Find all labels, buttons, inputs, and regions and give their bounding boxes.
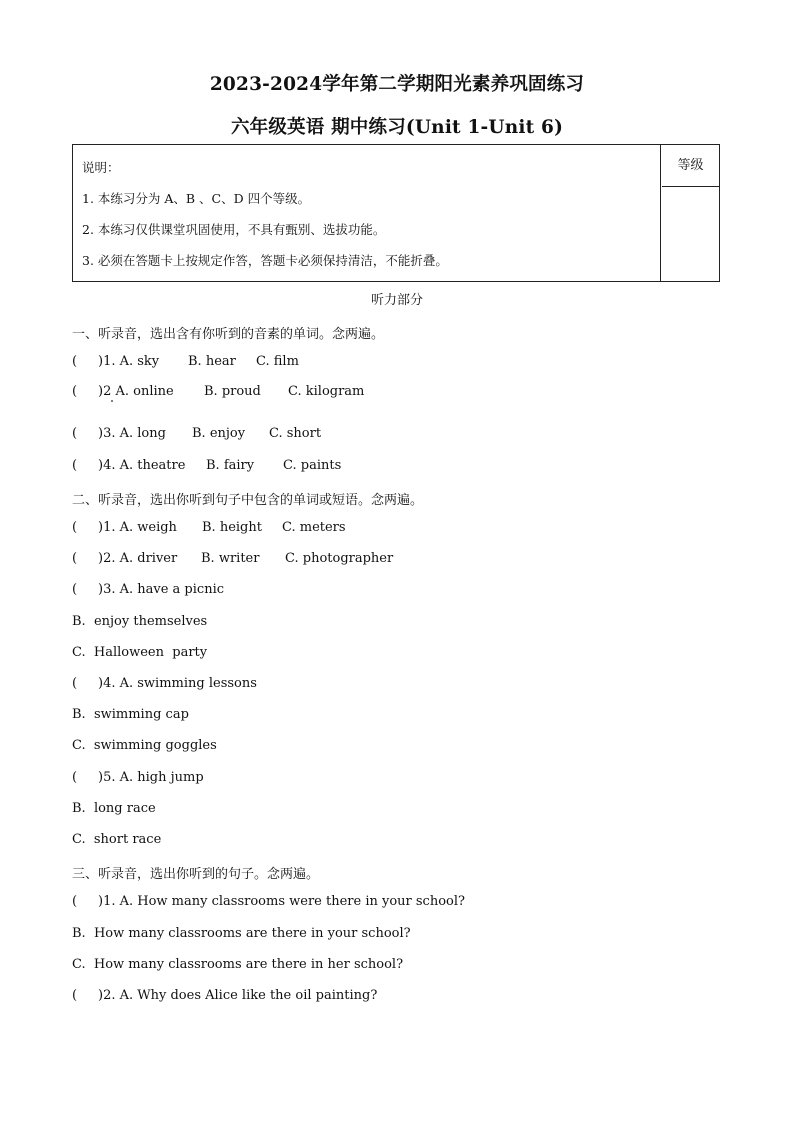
- question-text: )3. A. have a picnic: [98, 582, 225, 597]
- option-b: B. proud: [204, 384, 261, 399]
- instructions-panel: [73, 145, 661, 281]
- page-subtitle: 六年级英语 期中练习(Unit 1-Unit 6): [230, 117, 564, 138]
- section-heading: 二、听录音，选出你听到句子中包含的单词或短语。念两遍。: [72, 493, 424, 508]
- section-heading: 一、听录音，选出含有你听到的音素的单词。念两遍。: [72, 327, 385, 342]
- instruction-note: 1. 本练习分为 A、B 、C、D 四个等级。: [82, 191, 311, 206]
- answer-paren[interactable]: (: [72, 426, 78, 441]
- answer-paren[interactable]: (: [72, 770, 78, 785]
- section-heading: 三、听录音，选出你听到的句子。念两遍。: [72, 867, 320, 882]
- answer-paren[interactable]: (: [72, 384, 78, 399]
- option-c: C. swimming goggles: [72, 738, 217, 753]
- stray-dot: [111, 400, 113, 402]
- instructions-box: [72, 144, 720, 282]
- answer-paren[interactable]: (: [72, 582, 78, 597]
- option-c: C. How many classrooms are there in her school?: [72, 957, 404, 972]
- answer-paren[interactable]: (: [72, 551, 78, 566]
- option-b: B. swimming cap: [72, 707, 189, 722]
- option-b: B. fairy: [206, 458, 255, 473]
- question-text: )2 A. online: [98, 384, 174, 399]
- answer-paren[interactable]: (: [72, 988, 78, 1003]
- option-c: C. paints: [283, 458, 342, 473]
- option-c: C. Halloween party: [72, 645, 208, 660]
- option-c: C. film: [256, 354, 299, 369]
- instruction-note: 2. 本练习仅供课堂巩固使用，不具有甄别、选拔功能。: [82, 222, 386, 237]
- question-text: )1. A. sky: [98, 354, 160, 369]
- question-text: )1. A. How many classrooms were there in your school?: [98, 894, 465, 909]
- grade-cell: [662, 187, 719, 281]
- question-text: )2. A. Why does Alice like the oil painting?: [98, 988, 378, 1003]
- option-b: B. writer: [201, 551, 260, 566]
- instruction-note: 3. 必须在答题卡上按规定作答，答题卡必须保持清洁，不能折叠。: [82, 253, 448, 268]
- question-text: )4. A. theatre: [98, 458, 186, 473]
- option-c: C. photographer: [285, 551, 394, 566]
- instructions-label: 说明：: [82, 160, 120, 175]
- option-b: B. hear: [188, 354, 236, 369]
- option-b: B. height: [202, 520, 262, 535]
- question-text: )5. A. high jump: [98, 770, 204, 785]
- part-title: 听力部分: [370, 293, 423, 308]
- grade-label: 等级: [662, 145, 719, 187]
- option-b: B. long race: [72, 801, 156, 816]
- option-b: B. enjoy: [192, 426, 246, 441]
- answer-paren[interactable]: (: [72, 458, 78, 473]
- option-c: C. short race: [72, 832, 162, 847]
- option-c: C. kilogram: [288, 384, 365, 399]
- question-text: )3. A. long: [98, 426, 166, 441]
- answer-paren[interactable]: (: [72, 354, 78, 369]
- option-c: C. meters: [282, 520, 346, 535]
- option-c: C. short: [269, 426, 322, 441]
- question-text: )4. A. swimming lessons: [98, 676, 257, 691]
- question-text: )1. A. weigh: [98, 520, 177, 535]
- page-title: 2023-2024学年第二学期阳光素养巩固练习: [209, 74, 585, 95]
- option-b: B. How many classrooms are there in your school?: [72, 926, 411, 941]
- option-b: B. enjoy themselves: [72, 614, 208, 629]
- answer-paren[interactable]: (: [72, 520, 78, 535]
- answer-paren[interactable]: (: [72, 894, 78, 909]
- question-text: )2. A. driver: [98, 551, 178, 566]
- answer-paren[interactable]: (: [72, 676, 78, 691]
